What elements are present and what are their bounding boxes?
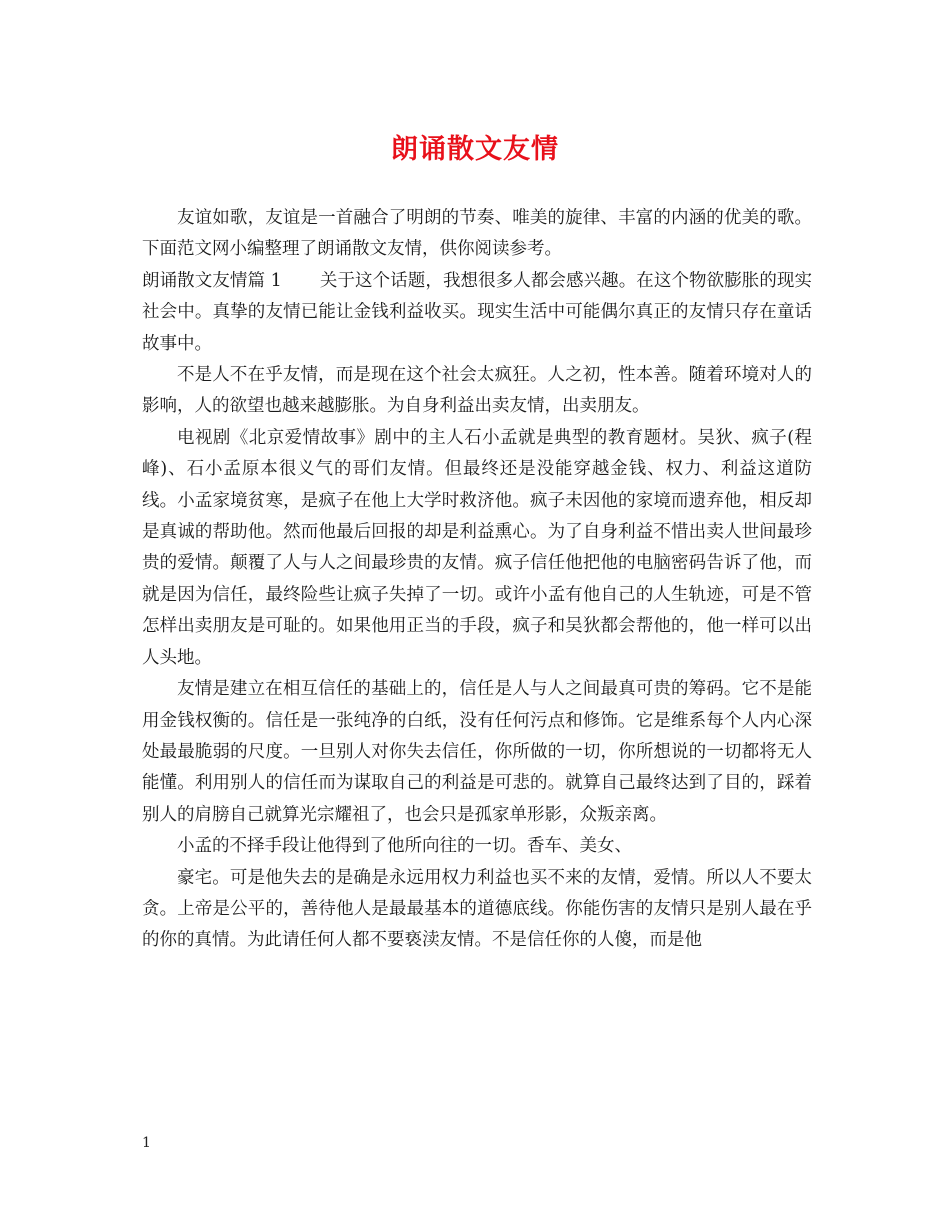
paragraph-6: 豪宅。可是他失去的是确是永远用权力利益也买不来的友情，爱情。所以人不要太贪。上帝是公平的，善待他人是最最基本的道德底线。你能伤害的友情只是别人最在乎的你的真情。为此请任何人都不要亵渎友情。不是信任你的人傻，而是他 — [142, 867, 812, 951]
paragraph-4: 友情是建立在相互信任的基础上的，信任是人与人之间最真可贵的筹码。它不是能用金钱权衡的。信任是一张纯净的白纸，没有任何污点和修饰。它是维系每个人内心深处最最脆弱的尺度。一旦别人对你失去信任，你所做的一切，你所想说的一切都将无人能懂。利用别人的信任而为谋取自己的利益是可悲的。就算自己最终达到了目的，踩着别人的肩膀自己就算光宗耀祖了，也会只是孤家单形影，众叛亲离。 — [142, 679, 812, 825]
paragraph-intro: 友谊如歌，友谊是一首融合了明朗的节奏、唯美的旋律、丰富的内涵的优美的歌。下面范文网小编整理了朗诵散文友情，供你阅读参考。 — [142, 208, 812, 260]
section-heading: 朗诵散文友情篇 1 — [142, 270, 282, 291]
paragraph-2: 不是人不在乎友情，而是现在这个社会太疯狂。人之初，性本善。随着环境对人的影响，人的欲望也越来越膨胀。为自身利益出卖友情，出卖朋友。 — [142, 365, 812, 417]
document-body — [142, 203, 812, 957]
paragraph-5: 小孟的不择手段让他得到了他所向往的一切。香车、美女、 — [177, 836, 632, 857]
paragraph-section-1 — [142, 266, 812, 360]
page-title: 朗诵散文友情 — [391, 134, 559, 165]
page-number: 1 — [142, 1135, 151, 1151]
section-1-text: 关于这个话题，我想很多人都会感兴趣。在这个物欲膨胀的现实社会中。真挚的友情已能让金钱利益收买。现实生活中可能偶尔真正的友情只存在童话故事中。 — [142, 270, 813, 354]
paragraph-3: 电视剧《北京爱情故事》剧中的主人石小孟就是典型的教育题材。吴狄、疯子(程峰)、石小孟原本很义气的哥们友情。但最终还是没能穿越金钱、权力、利益这道防线。小孟家境贫寒，是疯子在他上大学时救济他。疯子未因他的家境而遗弃他，相反却是真诚的帮助他。然而他最后回报的却是利益熏心。为了自身利益不惜出卖人世间最珍贵的爱情。颠覆了人与人之间最珍贵的友情。疯子信任他把他的电脑密码告诉了他，而就是因为信任，最终险些让疯子失掉了一切。或许小孟有他自己的人生轨迹，可是不管怎样出卖朋友是可耻的。如果他用正当的手段，疯子和吴狄都会帮他的，他一样可以出人头地。 — [142, 427, 812, 668]
